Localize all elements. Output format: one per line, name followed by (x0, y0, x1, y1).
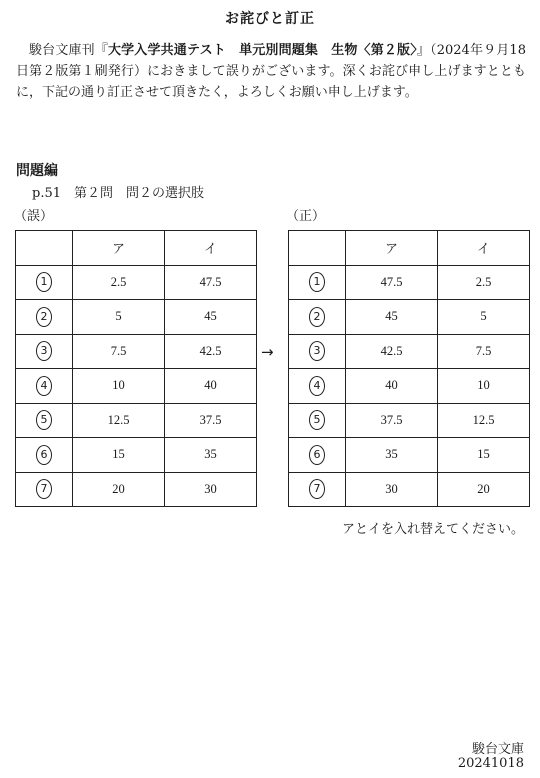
value-i-cell (165, 265, 257, 300)
correct-table (288, 230, 530, 507)
cell-value: 15 (112, 447, 125, 462)
book-title: 大学入学共通テスト 単元別問題集 生物〈第２版〉 (107, 43, 417, 58)
correction-note: アとイを入れ替えてください。 (341, 522, 524, 537)
table-header: イ (438, 231, 530, 266)
value-i-cell (438, 369, 530, 404)
choice-number (289, 334, 346, 369)
intro-paragraph (16, 40, 526, 103)
cell-value: 35 (204, 447, 217, 462)
choice-number (289, 300, 346, 335)
value-a-cell (346, 334, 438, 369)
choice-number (289, 403, 346, 438)
arrow-icon: → (261, 343, 274, 361)
choice-number (16, 472, 73, 507)
value-a-cell (73, 265, 165, 300)
choice-number (16, 438, 73, 473)
issue-date: 20241018 (457, 756, 524, 771)
intro-suffix: 』（2024年９月18日第２版第１刷発行）におきまして誤りがございます。深くお詫び申し上げますとともに，下記の通り訂正させて頂きたく，よろしくお願い申し上げます。 (16, 43, 526, 100)
circled-number: 2 (36, 307, 52, 327)
circled-number: 3 (309, 341, 325, 361)
correct-label: （正） (286, 209, 326, 224)
cell-value: 42.5 (199, 343, 222, 358)
value-i-cell (165, 438, 257, 473)
table-header (16, 231, 73, 266)
table-header: イ (165, 231, 257, 266)
choice-number (16, 334, 73, 369)
table-header-row (16, 231, 257, 266)
value-i-cell (165, 369, 257, 404)
value-a-cell (346, 265, 438, 300)
circled-number: 6 (309, 445, 325, 465)
value-a-cell (73, 438, 165, 473)
page-title: お詫びと訂正 (225, 11, 315, 27)
cell-value: 37.5 (380, 412, 403, 427)
choice-number (16, 403, 73, 438)
wrong-table-body (16, 265, 257, 507)
value-a-cell (346, 300, 438, 335)
table-row (16, 403, 257, 438)
value-a-cell (346, 403, 438, 438)
cell-value: 2.5 (475, 274, 492, 289)
value-i-cell (438, 438, 530, 473)
cell-value: 10 (477, 378, 490, 393)
table-header: ア (346, 231, 438, 266)
circled-number: 4 (36, 376, 52, 396)
value-a-cell (346, 369, 438, 404)
cell-value: 40 (204, 378, 217, 393)
value-a-cell (73, 403, 165, 438)
correct-table-body (289, 265, 530, 507)
cell-value: 12.5 (472, 412, 495, 427)
value-a-cell (73, 334, 165, 369)
value-i-cell (438, 300, 530, 335)
table-row (289, 265, 530, 300)
table-row (16, 438, 257, 473)
value-i-cell (438, 334, 530, 369)
cell-value: 47.5 (380, 274, 403, 289)
table-row (16, 300, 257, 335)
table-header-row (289, 231, 530, 266)
wrong-label: （誤） (14, 209, 54, 224)
cell-value: 5 (115, 309, 122, 324)
circled-number: 1 (36, 272, 52, 292)
table-row (289, 403, 530, 438)
table-header (289, 231, 346, 266)
cell-value: 30 (204, 481, 217, 496)
problem-reference: p.51 第２問 問２の選択肢 (32, 186, 204, 201)
cell-value: 40 (385, 378, 398, 393)
value-i-cell (165, 472, 257, 507)
value-i-cell (165, 300, 257, 335)
choice-number (16, 369, 73, 404)
cell-value: 45 (385, 309, 398, 324)
cell-value: 30 (385, 481, 398, 496)
value-i-cell (165, 403, 257, 438)
cell-value: 2.5 (110, 274, 127, 289)
value-a-cell (73, 369, 165, 404)
table-row (16, 369, 257, 404)
publisher-name: 駿台文庫 (471, 742, 524, 757)
cell-value: 42.5 (380, 343, 403, 358)
circled-number: 5 (36, 410, 52, 430)
cell-value: 20 (477, 481, 490, 496)
circled-number: 1 (309, 272, 325, 292)
circled-number: 7 (36, 479, 52, 499)
cell-value: 45 (204, 309, 217, 324)
table-row (16, 265, 257, 300)
circled-number: 7 (309, 479, 325, 499)
value-a-cell (73, 300, 165, 335)
cell-value: 37.5 (199, 412, 222, 427)
circled-number: 5 (309, 410, 325, 430)
value-i-cell (438, 403, 530, 438)
cell-value: 7.5 (110, 343, 127, 358)
cell-value: 12.5 (107, 412, 130, 427)
choice-number (289, 472, 346, 507)
value-i-cell (438, 472, 530, 507)
value-i-cell (165, 334, 257, 369)
cell-value: 10 (112, 378, 125, 393)
cell-value: 35 (385, 447, 398, 462)
circled-number: 3 (36, 341, 52, 361)
circled-number: 4 (309, 376, 325, 396)
cell-value: 7.5 (475, 343, 492, 358)
value-a-cell (73, 472, 165, 507)
section-title: 問題編 (16, 163, 58, 179)
cell-value: 47.5 (199, 274, 222, 289)
choice-number (16, 300, 73, 335)
table-row (289, 472, 530, 507)
value-a-cell (346, 438, 438, 473)
table-row (16, 472, 257, 507)
wrong-table (15, 230, 257, 507)
circled-number: 2 (309, 307, 325, 327)
choice-number (289, 265, 346, 300)
table-row (16, 334, 257, 369)
circled-number: 6 (36, 445, 52, 465)
cell-value: 20 (112, 481, 125, 496)
choice-number (289, 438, 346, 473)
value-a-cell (346, 472, 438, 507)
choice-number (16, 265, 73, 300)
value-i-cell (438, 265, 530, 300)
table-row (289, 438, 530, 473)
cell-value: 5 (480, 309, 487, 324)
table-row (289, 369, 530, 404)
table-header: ア (73, 231, 165, 266)
choice-number (289, 369, 346, 404)
table-row (289, 300, 530, 335)
cell-value: 15 (477, 447, 490, 462)
intro-prefix: 駿台文庫刊『 (29, 43, 108, 58)
table-row (289, 334, 530, 369)
